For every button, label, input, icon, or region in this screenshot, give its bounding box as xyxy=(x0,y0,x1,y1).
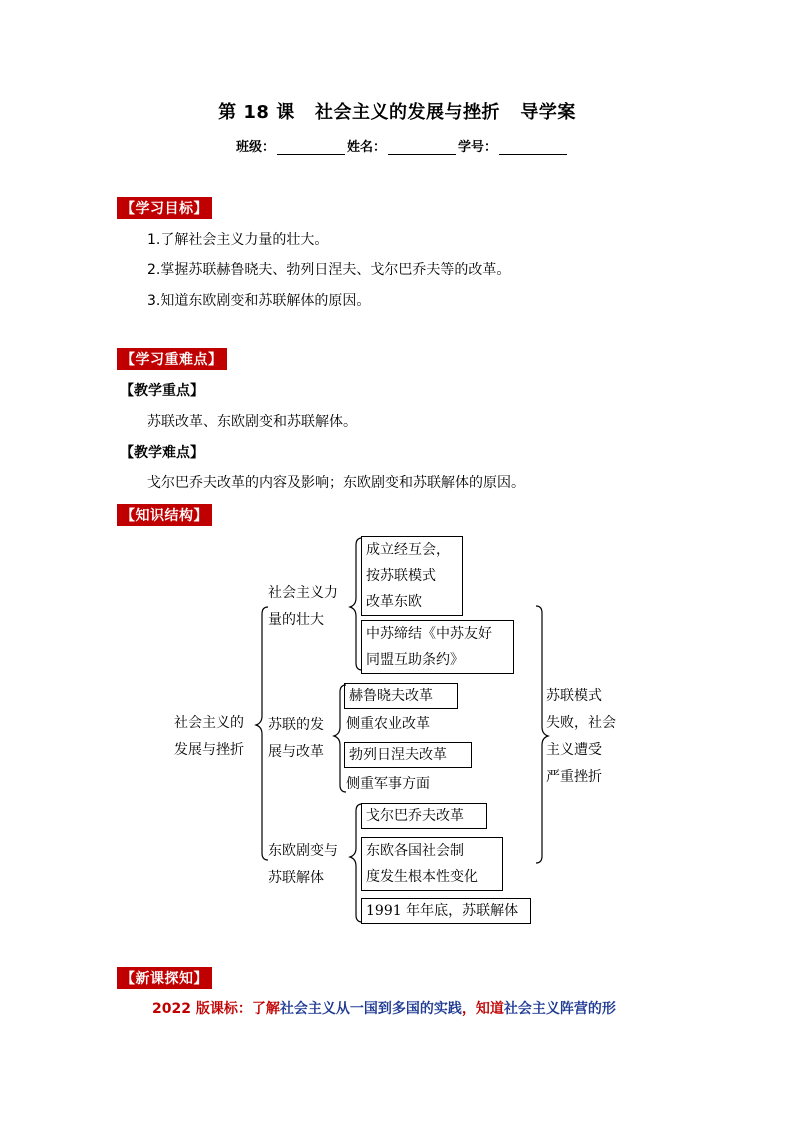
title-topic: 社会主义的发展与挫折 xyxy=(315,102,501,123)
title-lesson: 第 18 课 xyxy=(218,102,295,123)
branch-eastern-europe-collapse: 东欧剧变与 苏联解体 xyxy=(268,843,338,886)
objectives-tag: 【学习目标】 xyxy=(117,197,212,219)
std-prefix: 2022 版课标： xyxy=(152,1001,252,1017)
focus-text: 苏联改革、东欧剧变和苏联解体。 xyxy=(147,414,357,430)
note-military: 侧重军事方面 xyxy=(346,776,430,792)
objective-item-1: 1.了解社会主义力量的壮大。 xyxy=(147,232,329,248)
branch-socialist-growth: 社会主义力 量的壮大 xyxy=(268,585,338,628)
box-brezhnev-reform: 勃列日涅夫改革 xyxy=(344,742,472,768)
brace-main xyxy=(256,607,268,860)
box-comecon: 成立经互会， 按苏联模式 改革东欧 xyxy=(361,536,463,616)
difficulty-label: 【教学难点】 xyxy=(120,445,204,461)
structure-conclusion: 苏联模式 失败，社会 主义遭受 严重挫折 xyxy=(546,688,616,785)
box-ussr-dissolution: 1991 年年底，苏联解体 xyxy=(361,898,531,924)
box-gorbachev-reform: 戈尔巴乔夫改革 xyxy=(361,803,487,829)
branch-soviet-reform: 苏联的发 展与改革 xyxy=(268,717,324,760)
title-type: 导学案 xyxy=(520,102,576,123)
objective-item-3: 3.知道东欧剧变和苏联解体的原因。 xyxy=(147,293,371,309)
box-sino-soviet-treaty: 中苏缔结《中苏友好 同盟互助条约》 xyxy=(361,620,514,674)
id-label: 学号： xyxy=(458,140,498,155)
curriculum-standard: 2022 版课标：了解社会主义从一国到多国的实践，知道社会主义阵营的形 xyxy=(152,1001,616,1017)
objective-item-2: 2.掌握苏联赫鲁晓夫、勃列日涅夫、戈尔巴乔夫等的改革。 xyxy=(147,262,511,278)
difficulty-text: 戈尔巴乔夫改革的内容及影响；东欧剧变和苏联解体的原因。 xyxy=(147,475,525,491)
note-agriculture: 侧重农业改革 xyxy=(346,716,430,732)
name-label: 姓名： xyxy=(347,140,387,155)
box-eastern-europe-change: 东欧各国社会制 度发生根本性变化 xyxy=(361,837,503,891)
newlesson-tag: 【新课探知】 xyxy=(117,967,212,989)
structure-tag: 【知识结构】 xyxy=(117,504,212,526)
keypoints-tag: 【学习重难点】 xyxy=(117,348,227,370)
box-khrushchev-reform: 赫鲁晓夫改革 xyxy=(344,683,458,709)
structure-root: 社会主义的 发展与挫折 xyxy=(174,715,244,758)
focus-label: 【教学重点】 xyxy=(120,383,204,399)
class-label: 班级： xyxy=(236,140,276,155)
